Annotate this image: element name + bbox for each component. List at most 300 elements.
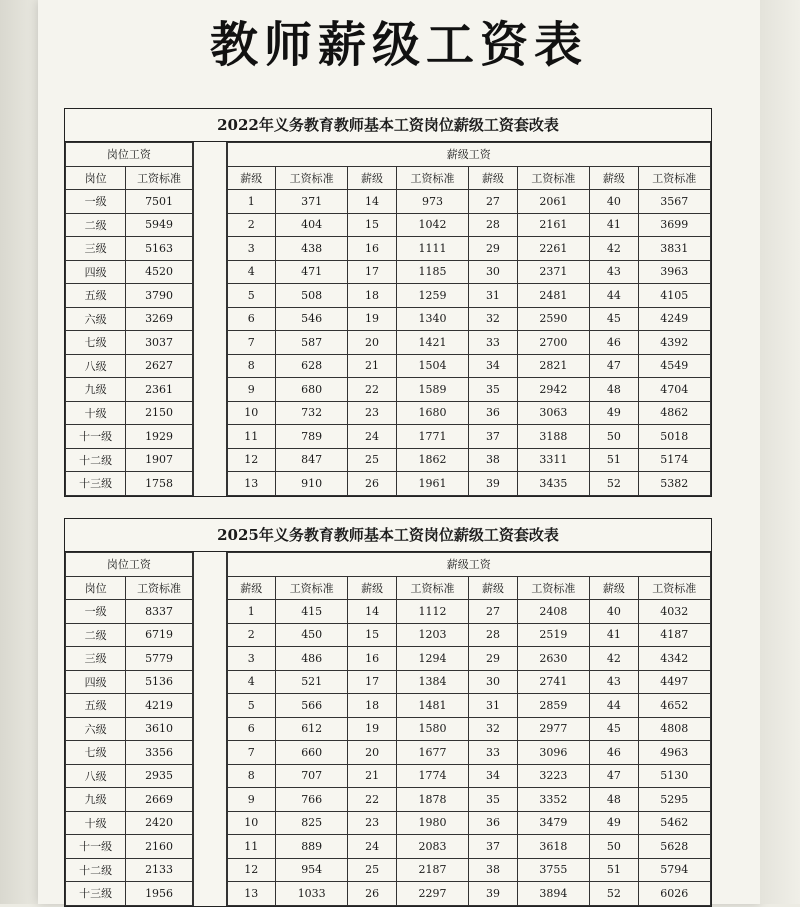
page-title: 教师薪级工资表 (209, 17, 588, 73)
grade-number: 52 (590, 472, 639, 496)
post-level: 七级 (66, 741, 126, 765)
post-level: 十级 (66, 811, 126, 835)
grade-number: 11 (227, 425, 276, 449)
grade-number: 28 (469, 623, 518, 647)
grade-number: 50 (590, 835, 639, 859)
grade-number: 7 (227, 331, 276, 355)
grade-wage-value: 3063 (517, 401, 589, 425)
grade-wage-value: 2297 (396, 882, 468, 906)
grade-number: 4 (227, 260, 276, 284)
grade-wage-value: 2083 (396, 835, 468, 859)
grade-number: 24 (348, 425, 397, 449)
grade-number: 33 (469, 331, 518, 355)
post-level: 十三级 (66, 472, 126, 496)
grade-number: 29 (469, 237, 518, 261)
post-level: 四级 (66, 670, 126, 694)
grade-number: 46 (590, 741, 639, 765)
grade-number: 7 (227, 741, 276, 765)
grade-number: 10 (227, 401, 276, 425)
grade-wage-value: 628 (276, 354, 348, 378)
post-wage-value: 2133 (126, 858, 192, 882)
post-wage-value: 3610 (126, 717, 192, 741)
grade-number: 40 (590, 600, 639, 624)
table-row (66, 835, 193, 859)
post-wage-value: 3269 (126, 307, 192, 331)
post-level: 七级 (66, 331, 126, 355)
grade-number: 42 (590, 237, 639, 261)
grade-wage-value: 3352 (517, 788, 589, 812)
grade-number: 31 (469, 284, 518, 308)
grade-number: 22 (348, 378, 397, 402)
grade-number: 48 (590, 378, 639, 402)
table-row (227, 788, 710, 812)
grade-wage-value: 4704 (638, 378, 710, 402)
grade-number: 19 (348, 717, 397, 741)
grade-wage-value: 847 (276, 448, 348, 472)
table-title: 2022年义务教育教师基本工资岗位薪级工资套改表 (65, 109, 711, 142)
table-row (227, 425, 710, 449)
post-level: 六级 (66, 307, 126, 331)
column-header: 薪级 (469, 166, 518, 190)
post-level: 六级 (66, 717, 126, 741)
grade-wage-table (227, 552, 711, 906)
grade-number: 22 (348, 788, 397, 812)
post-level: 十二级 (66, 448, 126, 472)
column-gap (193, 552, 227, 906)
grade-wage-value: 1677 (396, 741, 468, 765)
table-row (227, 448, 710, 472)
grade-wage-value: 471 (276, 260, 348, 284)
post-level: 九级 (66, 378, 126, 402)
grade-wage-value: 2821 (517, 354, 589, 378)
grade-number: 2 (227, 623, 276, 647)
post-wage-value: 1929 (126, 425, 192, 449)
grade-wage-value: 371 (276, 190, 348, 214)
grade-wage-value: 2630 (517, 647, 589, 671)
grade-number: 5 (227, 694, 276, 718)
post-level: 四级 (66, 260, 126, 284)
grade-wage-value: 3096 (517, 741, 589, 765)
grade-number: 19 (348, 307, 397, 331)
grade-wage-value: 3479 (517, 811, 589, 835)
post-wage-value: 1758 (126, 472, 192, 496)
grade-number: 18 (348, 694, 397, 718)
grade-wage-value: 2481 (517, 284, 589, 308)
post-wage-value: 6719 (126, 623, 192, 647)
grade-wage-value: 5295 (638, 788, 710, 812)
grade-number: 38 (469, 448, 518, 472)
table-row (227, 237, 710, 261)
grade-number: 18 (348, 284, 397, 308)
grade-number: 45 (590, 717, 639, 741)
grade-number: 10 (227, 811, 276, 835)
grade-wage-value: 4808 (638, 717, 710, 741)
table-row (227, 741, 710, 765)
grade-number: 25 (348, 448, 397, 472)
table-row (66, 237, 193, 261)
table-row (66, 401, 193, 425)
table-row (66, 670, 193, 694)
grade-wage-value: 1774 (396, 764, 468, 788)
grade-wage-value: 3831 (638, 237, 710, 261)
table-row (227, 213, 710, 237)
column-gap (193, 142, 227, 496)
page-edge (760, 0, 800, 904)
table-row (66, 307, 193, 331)
salary-table-2025 (64, 518, 712, 907)
grade-number: 26 (348, 882, 397, 906)
column-header: 岗位 (66, 576, 126, 600)
table-row (227, 190, 710, 214)
grade-number: 16 (348, 647, 397, 671)
grade-number: 28 (469, 213, 518, 237)
grade-number: 23 (348, 401, 397, 425)
grade-number: 17 (348, 260, 397, 284)
grade-number: 35 (469, 788, 518, 812)
grade-wage-value: 2261 (517, 237, 589, 261)
post-level: 十二级 (66, 858, 126, 882)
grade-wage-value: 3223 (517, 764, 589, 788)
salary-table-2022 (64, 108, 712, 497)
grade-wage-value: 2942 (517, 378, 589, 402)
post-wage-value: 7501 (126, 190, 192, 214)
post-level: 二级 (66, 623, 126, 647)
grade-wage-value: 1259 (396, 284, 468, 308)
grade-wage-value: 2161 (517, 213, 589, 237)
grade-number: 45 (590, 307, 639, 331)
grade-wage-value: 1421 (396, 331, 468, 355)
grade-number: 8 (227, 764, 276, 788)
table-row (227, 354, 710, 378)
grade-number: 38 (469, 858, 518, 882)
grade-number: 32 (469, 307, 518, 331)
grade-wage-value: 5382 (638, 472, 710, 496)
column-header: 工资标准 (126, 166, 192, 190)
grade-number: 1 (227, 600, 276, 624)
grade-number: 17 (348, 670, 397, 694)
grade-number: 12 (227, 448, 276, 472)
grade-wage-value: 2700 (517, 331, 589, 355)
grade-number: 2 (227, 213, 276, 237)
grade-number: 8 (227, 354, 276, 378)
post-wage-value: 3790 (126, 284, 192, 308)
post-wage-value: 2669 (126, 788, 192, 812)
grade-wage-value: 3755 (517, 858, 589, 882)
column-header: 薪级 (590, 166, 639, 190)
table-row (66, 378, 193, 402)
table-row (227, 764, 710, 788)
grade-wage-value: 438 (276, 237, 348, 261)
grade-number: 47 (590, 764, 639, 788)
grade-wage-table (227, 142, 711, 496)
grade-number: 3 (227, 647, 276, 671)
post-wage-value: 2361 (126, 378, 192, 402)
post-wage-value: 3356 (126, 741, 192, 765)
grade-number: 43 (590, 260, 639, 284)
post-wage-value: 5163 (126, 237, 192, 261)
grade-number: 20 (348, 331, 397, 355)
post-level: 五级 (66, 694, 126, 718)
grade-wage-value: 5130 (638, 764, 710, 788)
grade-number: 27 (469, 600, 518, 624)
grade-wage-value: 3311 (517, 448, 589, 472)
grade-number: 33 (469, 741, 518, 765)
table-row (66, 858, 193, 882)
table-row (227, 717, 710, 741)
grade-wage-value: 2187 (396, 858, 468, 882)
table-row (227, 284, 710, 308)
grade-number: 47 (590, 354, 639, 378)
table-row (227, 600, 710, 624)
grade-wage-value: 1580 (396, 717, 468, 741)
post-wage-value: 1956 (126, 882, 192, 906)
table-row (66, 354, 193, 378)
post-wage-value: 4520 (126, 260, 192, 284)
post-level: 三级 (66, 237, 126, 261)
grade-wage-value: 3699 (638, 213, 710, 237)
grade-wage-value: 587 (276, 331, 348, 355)
grade-wage-header: 薪级工资 (227, 143, 710, 167)
grade-wage-value: 732 (276, 401, 348, 425)
column-header: 工资标准 (517, 576, 589, 600)
table-row (227, 858, 710, 882)
table-row (66, 260, 193, 284)
grade-wage-value: 486 (276, 647, 348, 671)
post-wage-table (65, 552, 193, 906)
grade-wage-value: 954 (276, 858, 348, 882)
grade-wage-value: 889 (276, 835, 348, 859)
grade-number: 39 (469, 472, 518, 496)
post-level: 八级 (66, 354, 126, 378)
post-wage-header: 岗位工资 (66, 143, 193, 167)
table-row (227, 472, 710, 496)
column-header: 工资标准 (396, 576, 468, 600)
grade-number: 34 (469, 764, 518, 788)
post-wage-value: 2627 (126, 354, 192, 378)
post-level: 十级 (66, 401, 126, 425)
post-level: 二级 (66, 213, 126, 237)
grade-number: 31 (469, 694, 518, 718)
grade-number: 13 (227, 472, 276, 496)
table-row (227, 260, 710, 284)
post-wage-value: 2160 (126, 835, 192, 859)
grade-number: 3 (227, 237, 276, 261)
table-row (227, 835, 710, 859)
grade-number: 1 (227, 190, 276, 214)
column-header: 工资标准 (638, 166, 710, 190)
column-header: 工资标准 (126, 576, 192, 600)
table-row (227, 647, 710, 671)
grade-wage-value: 1680 (396, 401, 468, 425)
grade-wage-value: 4249 (638, 307, 710, 331)
grade-wage-value: 1340 (396, 307, 468, 331)
post-wage-value: 5779 (126, 647, 192, 671)
grade-number: 14 (348, 190, 397, 214)
table-title: 2025年义务教育教师基本工资岗位薪级工资套改表 (65, 519, 711, 552)
grade-number: 50 (590, 425, 639, 449)
grade-number: 35 (469, 378, 518, 402)
post-level: 九级 (66, 788, 126, 812)
grade-wage-value: 4032 (638, 600, 710, 624)
table-row (227, 331, 710, 355)
grade-number: 11 (227, 835, 276, 859)
post-wage-value: 4219 (126, 694, 192, 718)
table-row (227, 307, 710, 331)
grade-wage-value: 4652 (638, 694, 710, 718)
grade-wage-value: 973 (396, 190, 468, 214)
table-row (66, 284, 193, 308)
grade-wage-value: 4862 (638, 401, 710, 425)
grade-number: 14 (348, 600, 397, 624)
post-wage-value: 2935 (126, 764, 192, 788)
grade-wage-value: 1878 (396, 788, 468, 812)
grade-number: 9 (227, 788, 276, 812)
grade-wage-value: 5628 (638, 835, 710, 859)
post-level: 十一级 (66, 425, 126, 449)
grade-number: 36 (469, 811, 518, 835)
column-header: 薪级 (590, 576, 639, 600)
post-wage-value: 3037 (126, 331, 192, 355)
grade-wage-value: 3963 (638, 260, 710, 284)
table-row (66, 882, 193, 906)
table-row (66, 425, 193, 449)
grade-wage-value: 2371 (517, 260, 589, 284)
grade-number: 51 (590, 858, 639, 882)
grade-wage-value: 450 (276, 623, 348, 647)
grade-wage-value: 415 (276, 600, 348, 624)
grade-wage-value: 4342 (638, 647, 710, 671)
grade-number: 52 (590, 882, 639, 906)
column-header: 薪级 (469, 576, 518, 600)
post-wage-value: 1907 (126, 448, 192, 472)
grade-wage-value: 3435 (517, 472, 589, 496)
table-row (66, 741, 193, 765)
column-header: 岗位 (66, 166, 126, 190)
grade-wage-value: 6026 (638, 882, 710, 906)
grade-wage-value: 4963 (638, 741, 710, 765)
grade-wage-value: 4187 (638, 623, 710, 647)
grade-wage-value: 612 (276, 717, 348, 741)
grade-wage-value: 1771 (396, 425, 468, 449)
grade-wage-value: 4497 (638, 670, 710, 694)
grade-wage-value: 2408 (517, 600, 589, 624)
post-wage-value: 2150 (126, 401, 192, 425)
grade-wage-value: 1504 (396, 354, 468, 378)
grade-number: 49 (590, 401, 639, 425)
table-row (66, 811, 193, 835)
post-level: 八级 (66, 764, 126, 788)
grade-number: 12 (227, 858, 276, 882)
grade-number: 25 (348, 858, 397, 882)
table-row (227, 401, 710, 425)
table-row (66, 788, 193, 812)
grade-wage-value: 2519 (517, 623, 589, 647)
grade-wage-value: 910 (276, 472, 348, 496)
grade-wage-value: 4549 (638, 354, 710, 378)
grade-wage-value: 2977 (517, 717, 589, 741)
grade-number: 6 (227, 717, 276, 741)
column-header: 工资标准 (517, 166, 589, 190)
grade-number: 41 (590, 213, 639, 237)
table-row (66, 472, 193, 496)
grade-number: 16 (348, 237, 397, 261)
table-row (227, 670, 710, 694)
post-level: 十一级 (66, 835, 126, 859)
grade-wage-value: 1185 (396, 260, 468, 284)
post-level: 一级 (66, 190, 126, 214)
grade-number: 43 (590, 670, 639, 694)
post-wage-value: 8337 (126, 600, 192, 624)
grade-number: 39 (469, 882, 518, 906)
grade-number: 37 (469, 835, 518, 859)
grade-number: 40 (590, 190, 639, 214)
grade-wage-value: 5794 (638, 858, 710, 882)
grade-wage-value: 521 (276, 670, 348, 694)
column-header: 薪级 (348, 166, 397, 190)
grade-number: 32 (469, 717, 518, 741)
grade-wage-value: 3894 (517, 882, 589, 906)
grade-wage-value: 825 (276, 811, 348, 835)
post-level: 三级 (66, 647, 126, 671)
column-header: 工资标准 (276, 576, 348, 600)
grade-number: 4 (227, 670, 276, 694)
grade-number: 24 (348, 835, 397, 859)
grade-wage-value: 1033 (276, 882, 348, 906)
grade-number: 42 (590, 647, 639, 671)
grade-number: 30 (469, 260, 518, 284)
post-wage-value: 5136 (126, 670, 192, 694)
grade-wage-value: 4392 (638, 331, 710, 355)
table-row (66, 331, 193, 355)
grade-number: 44 (590, 694, 639, 718)
table-row (66, 448, 193, 472)
grade-number: 26 (348, 472, 397, 496)
table-row (66, 764, 193, 788)
grade-wage-value: 3567 (638, 190, 710, 214)
grade-wage-value: 1042 (396, 213, 468, 237)
post-wage-table (65, 142, 193, 496)
grade-wage-value: 2859 (517, 694, 589, 718)
grade-wage-value: 766 (276, 788, 348, 812)
grade-wage-header: 薪级工资 (227, 553, 710, 577)
post-wage-value: 2420 (126, 811, 192, 835)
table-row (227, 694, 710, 718)
grade-wage-value: 404 (276, 213, 348, 237)
grade-number: 46 (590, 331, 639, 355)
grade-wage-value: 566 (276, 694, 348, 718)
table-row (227, 378, 710, 402)
grade-number: 51 (590, 448, 639, 472)
grade-number: 9 (227, 378, 276, 402)
grade-wage-value: 1589 (396, 378, 468, 402)
column-header: 薪级 (348, 576, 397, 600)
table-row (66, 717, 193, 741)
column-header: 工资标准 (396, 166, 468, 190)
column-header: 工资标准 (276, 166, 348, 190)
grade-wage-value: 789 (276, 425, 348, 449)
grade-number: 41 (590, 623, 639, 647)
book-spine (0, 0, 38, 904)
post-wage-value: 5949 (126, 213, 192, 237)
grade-wage-value: 680 (276, 378, 348, 402)
post-wage-header: 岗位工资 (66, 553, 193, 577)
grade-number: 6 (227, 307, 276, 331)
grade-wage-value: 1203 (396, 623, 468, 647)
grade-wage-value: 5018 (638, 425, 710, 449)
grade-number: 48 (590, 788, 639, 812)
grade-wage-value: 2061 (517, 190, 589, 214)
table-row (66, 694, 193, 718)
